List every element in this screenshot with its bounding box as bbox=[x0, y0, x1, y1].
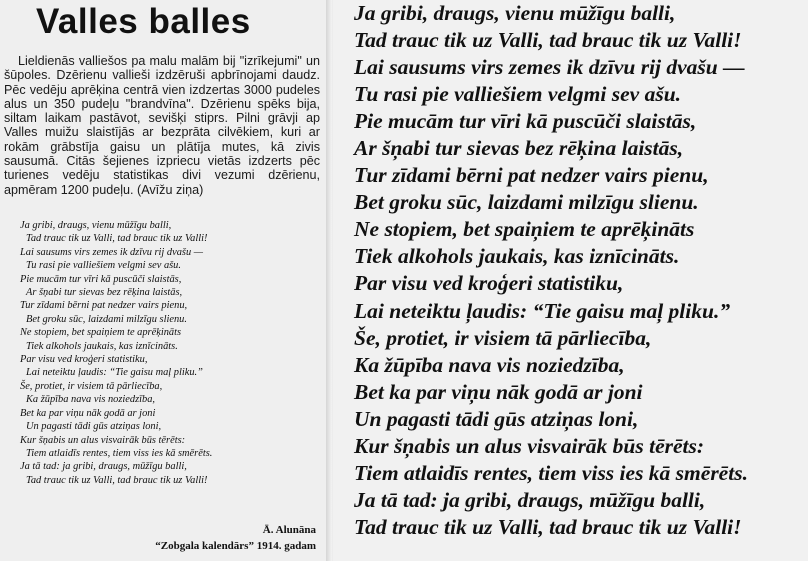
right-column bbox=[333, 0, 808, 561]
left-column bbox=[0, 0, 330, 561]
small-poem-line: Tiem atlaidīs rentes, tiem viss ies kā smērēts. bbox=[26, 447, 213, 459]
poem-line: Ja gribi, draugs, vienu mūžīgu balli, bbox=[354, 1, 676, 25]
poem-line: Par visu ved kroģeri statistiku, bbox=[354, 271, 624, 296]
poem-line: Tiek alkohols jaukais, kas iznīcināts. bbox=[354, 244, 680, 269]
poem-line: Ja tā tad: ja gribi, draugs, mūžīgu balli, bbox=[354, 487, 706, 512]
poem-line: Ka žūpība nava vis noziedzība, bbox=[354, 352, 625, 377]
small-poem-line: Tur zīdami bērni pat nedzer vairs pienu, bbox=[20, 300, 188, 312]
column-divider bbox=[326, 0, 332, 561]
poem-line: Še, protiet, ir visiem tā pārliecība, bbox=[354, 325, 652, 350]
poem-line: Bet groku sūc, laizdami milzīgu slienu. bbox=[354, 190, 699, 215]
poem-line: Tu rasi pie valliešiem velgmi sev ašu. bbox=[354, 82, 682, 107]
small-poem-line: Tiek alkohols jaukais, kas iznīcināts. bbox=[26, 340, 178, 352]
small-poem-line: Par visu ved kroģeri statistiku, bbox=[20, 354, 148, 366]
small-poem-line: Un pagasti tādi gūs atziņas loni, bbox=[26, 421, 162, 433]
small-poem-line: Tad trauc tik uz Valli, tad brauc tik uz Valli! bbox=[26, 474, 208, 486]
poem-line: Tur zīdami bērni pat nedzer vairs pienu, bbox=[354, 163, 709, 188]
poem-author: Ā. Alunāna bbox=[262, 524, 316, 536]
small-poem-line: Kur šņabis un alus visvairāk būs tērēts: bbox=[20, 434, 186, 446]
poem-line: Tiem atlaidīs rentes, tiem viss ies kā smērēts. bbox=[354, 460, 748, 485]
small-poem-line: Lai neteiktu ļaudis: “Tie gaisu maļ pliku.” bbox=[26, 367, 203, 379]
poem-line: Ar šņabi tur sievas bez rēķina laistās, bbox=[354, 136, 684, 161]
poem-line: Ne stopiem, bet spaiņiem te aprēķināts bbox=[354, 217, 695, 242]
small-poem-line: Pie mucām tur vīri kā puscūči slaistās, bbox=[20, 273, 182, 285]
poem-line: Lai neteiktu ļaudis: “Tie gaisu maļ pliku.” bbox=[354, 298, 731, 323]
small-poem-line: Lai sausums virs zemes ik dzīvu rij dvašu — bbox=[20, 246, 203, 258]
article-body: Lieldienās valliešos pa malu malām bij "izrīkejumi" un šūpoles. Dzērienu vallieši izdzēruši apbrīnojami daudz. Pēc vedēju aprēķina centrā vien izdzertas 3000 pudeles alus un 350 pudeļu "brandvīna". Dzērienu spēks bija, siltam laikam pastāvot, sevišķi stiprs. Pilni grāvji ap Valles muižu slaistījās ar bezprāta cilvēkiem, kuri ar rokām grābstīja gaisu un plātīja mutes, kā zivis sausumā. Citās šejienes izpriecu vietās izdzerts pēc turienes vedēju statistikas divi vezumi dzērienu, apmēram 1200 pudeļu. (Avīžu ziņa) bbox=[4, 54, 320, 197]
poem-line: Lai sausums virs zemes ik dzīvu rij dvašu — bbox=[354, 55, 745, 80]
poem-line: Kur šņabis un alus visvairāk būs tērēts: bbox=[354, 433, 705, 458]
poem-line: Tad trauc tik uz Valli, tad brauc tik uz Valli! bbox=[354, 514, 742, 539]
poem-source: “Zobgala kalendārs” 1914. gadam bbox=[155, 540, 316, 552]
small-poem-line: Ar šņabi tur sievas bez rēķina laistās, bbox=[26, 287, 183, 299]
poem-line: Pie mucām tur vīri kā puscūči slaistās, bbox=[354, 109, 697, 134]
poem-line: Bet ka par viņu nāk godā ar joni bbox=[354, 379, 643, 404]
small-poem bbox=[20, 219, 212, 487]
small-poem-line: Tu rasi pie valliešiem velgmi sev ašu. bbox=[26, 260, 181, 272]
small-poem-line: Bet ka par viņu nāk godā ar joni bbox=[20, 407, 156, 419]
small-poem-line: Še, protiet, ir visiem tā pārliecība, bbox=[20, 380, 163, 392]
article-title: Valles balles bbox=[36, 2, 251, 41]
small-poem-line: Ne stopiem, bet spaiņiem te aprēķināts bbox=[20, 327, 182, 339]
enlarged-poem bbox=[354, 0, 748, 541]
small-poem-line: Tad trauc tik uz Valli, tad brauc tik uz Valli! bbox=[26, 233, 208, 245]
poem-line: Un pagasti tādi gūs atziņas loni, bbox=[354, 406, 639, 431]
small-poem-line: Bet groku sūc, laizdami milzīgu slienu. bbox=[26, 313, 187, 325]
small-poem-line: Ka žūpība nava vis noziedzība, bbox=[26, 394, 156, 406]
poem-line: Tad trauc tik uz Valli, tad brauc tik uz Valli! bbox=[354, 28, 742, 53]
small-poem-line: Ja tā tad: ja gribi, draugs, mūžīgu balli, bbox=[20, 461, 187, 473]
small-poem-line: Ja gribi, draugs, vienu mūžīgu balli, bbox=[20, 220, 172, 231]
